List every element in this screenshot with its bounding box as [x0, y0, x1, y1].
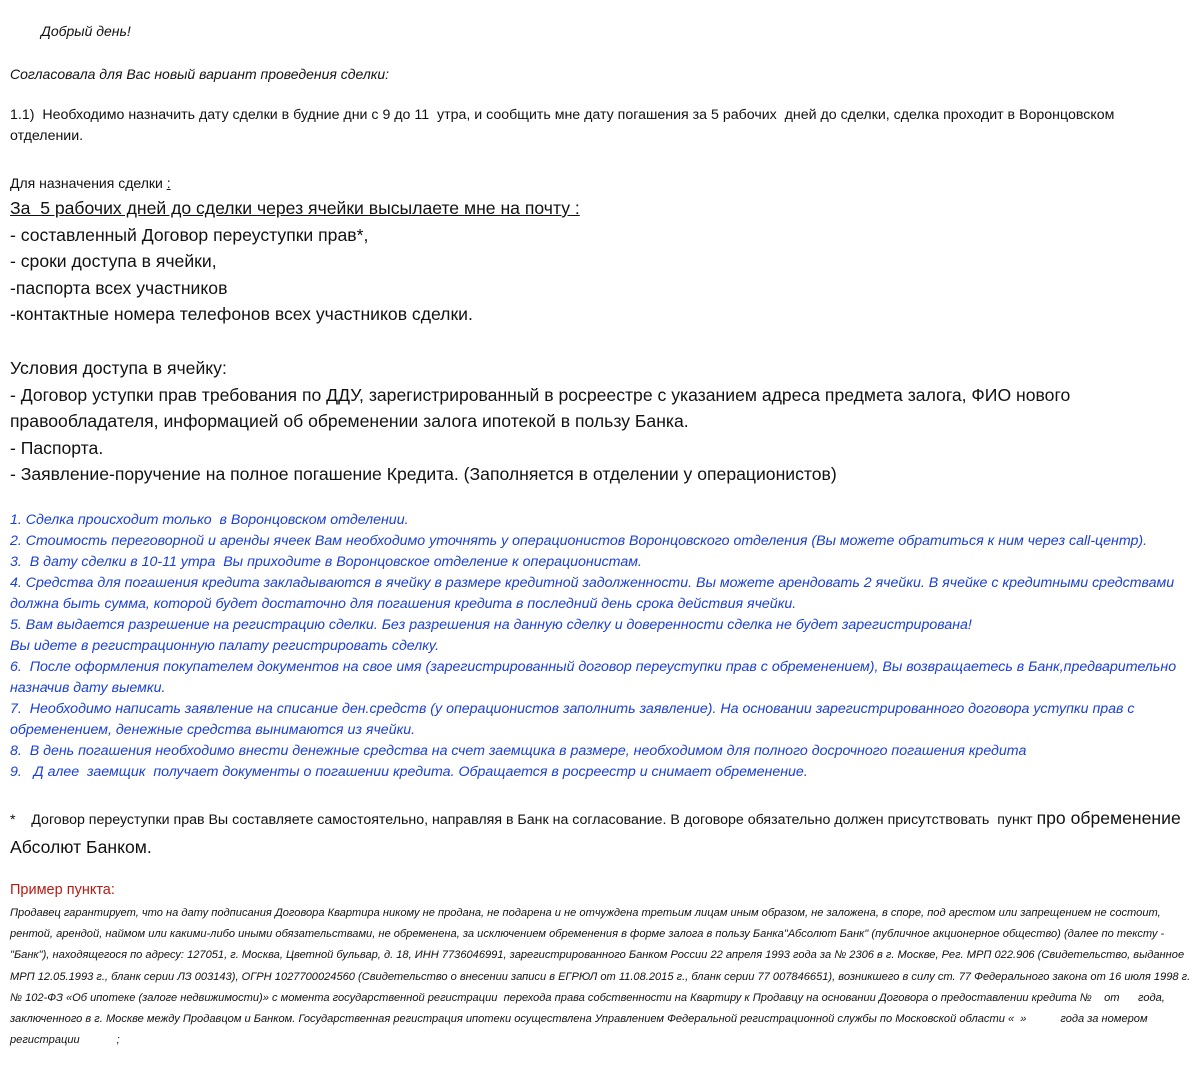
note-item: 4. Средства для погашения кредита закладываются в ячейку в размере кредитной задолженности. Вы можете арендовать 2 ячейки. В ячейке с кредитными средствами должна быть сумма, которой будет достаточно для погашения кредита в последний день срока действия ячейки. — [10, 575, 1179, 612]
note-item: Вы идете в регистрационную палату регистрировать сделку. — [10, 638, 440, 654]
note-item: 1. Сделка происходит только в Воронцовском отделении. — [10, 512, 409, 528]
note-item: 5. Вам выдается разрешение на регистрацию сделки. Без разрешения на данную сделку и доверенности сделка не будет зарегистрирована! — [10, 617, 972, 633]
note-item: 9. Д алее заемщик получает документы о погашении кредита. Обращается в росреестр и снимает обременение. — [10, 764, 808, 780]
step-1-1: 1.1) Необходимо назначить дату сделки в будние дни с 9 до 11 утра, и сообщить мне дату погашения за 5 рабочих дней до сделки, сделка проходит в Воронцовском отделении. — [10, 107, 1119, 144]
notes-list — [10, 510, 1195, 783]
assignment-item: -паспорта всех участников — [10, 277, 228, 298]
intro-text: Согласовала для Вас новый вариант проведения сделки: — [10, 66, 390, 82]
conditions-item: - Заявление-поручение на полное погашение Кредита. (Заполняется в отделении у операционистов) — [10, 464, 837, 484]
note-item: 3. В дату сделки в 10-11 утра Вы приходите в Воронцовское отделение к операционистам. — [10, 554, 642, 570]
assignment-item: - сроки доступа в ячейки, — [10, 251, 217, 271]
footnote — [10, 805, 1190, 862]
footnote-big-text: про обременение Абсолют Банком. — [10, 808, 1186, 857]
footnote-text: * Договор переуступки прав Вы составляете самостоятельно, направляя в Банк на согласование. В договоре обязательно должен присутствовать пункт — [10, 812, 1037, 828]
assignment-colon: : — [166, 175, 171, 191]
note-item: 7. Необходимо написать заявление на списание ден.средств (у операционистов заполнить заявление). На основании зарегистрированного договора уступки прав с обременением, денежные средства вынимаются из ячейки. — [10, 701, 1139, 738]
assignment-item: -контактные номера телефонов всех участников сделки. — [10, 304, 473, 324]
example-text: Продавец гарантирует, что на дату подписания Договора Квартира никому не продана, не подарена и не отчуждена третьим лицам иным образом, не заложена, в споре, под арестом или запрещением не состоит, рентой, арендой, наймом или какими-либо иными обязательствами, не обременена, за исключением обременения в форме залога в пользу Банка"Абсолют Банк" (публичное акционерное общество) (далее по тексту - "Банк"), находящегося по адресу: 127051, г. Москва, Цветной бульвар, д. 18, ИНН 7736046991, зарегистрированного Банком России 22 апреля 1993 года за № 2306 в г. Москве, Рег. МРП 022.906 (Свидетельство, выданное МРП 12.05.1993 г., бланк серии ЛЗ 003143), ОГРН 1027700024560 (Свидетельство о внесении записи в ЕГРЮЛ от 11.08.2015 г., бланк серии 77 007846651), возникшего в силу ст. 77 Федерального закона от 16 июля 1998 г. № 102-ФЗ «Об ипотеке (залоге недвижимости)» с момента государственной регистрации перехода права собственности на Квартиру к Продавцу на основании Договора о предоставлении кредита № от года, заключенного в г. Москве между Продавцом и Банком. Государственная регистрация ипотеки осуществлена Управлением Федеральной регистрационной службы по Московской области « » года за номером регистрации ; — [10, 907, 1194, 1047]
assignment-label-text: Для назначения сделки — [10, 175, 167, 191]
greeting: Добрый день! — [41, 23, 131, 39]
note-item: 8. В день погашения необходимо внести денежные средства на счет заемщика в размере, необходимом для полного досрочного погашения кредита — [10, 743, 1027, 759]
assignment-label — [10, 173, 171, 193]
example-title: Пример пункта: — [10, 882, 115, 898]
assignment-heading: За 5 рабочих дней до сделки через ячейки высылаете мне на почту : — [10, 198, 580, 218]
assignment-block — [10, 195, 1185, 328]
note-item: 6. После оформления покупателем документов на свое имя (зарегистрированный договор переуступки прав с обременением), Вы возвращаетесь в Банк,предварительно назначив дату выемки. — [10, 659, 1181, 696]
conditions-block — [10, 355, 1185, 488]
conditions-title: Условия доступа в ячейку: — [10, 358, 227, 378]
note-item: 2. Стоимость переговорной и аренды ячеек Вам необходимо уточнять у операционистов Воронцовского отделения (Вы можете обратиться к ним через call-центр). — [10, 533, 1148, 549]
conditions-item: - Договор уступки прав требования по ДДУ, зарегистрированный в росреестре с указанием адреса предмета залога, ФИО нового правообладателя, информацией об обременении залога ипотекой в пользу Банка. — [10, 384, 1076, 431]
assignment-item: - составленный Договор переуступки прав*, — [10, 224, 369, 245]
conditions-item: - Паспорта. — [10, 437, 104, 458]
